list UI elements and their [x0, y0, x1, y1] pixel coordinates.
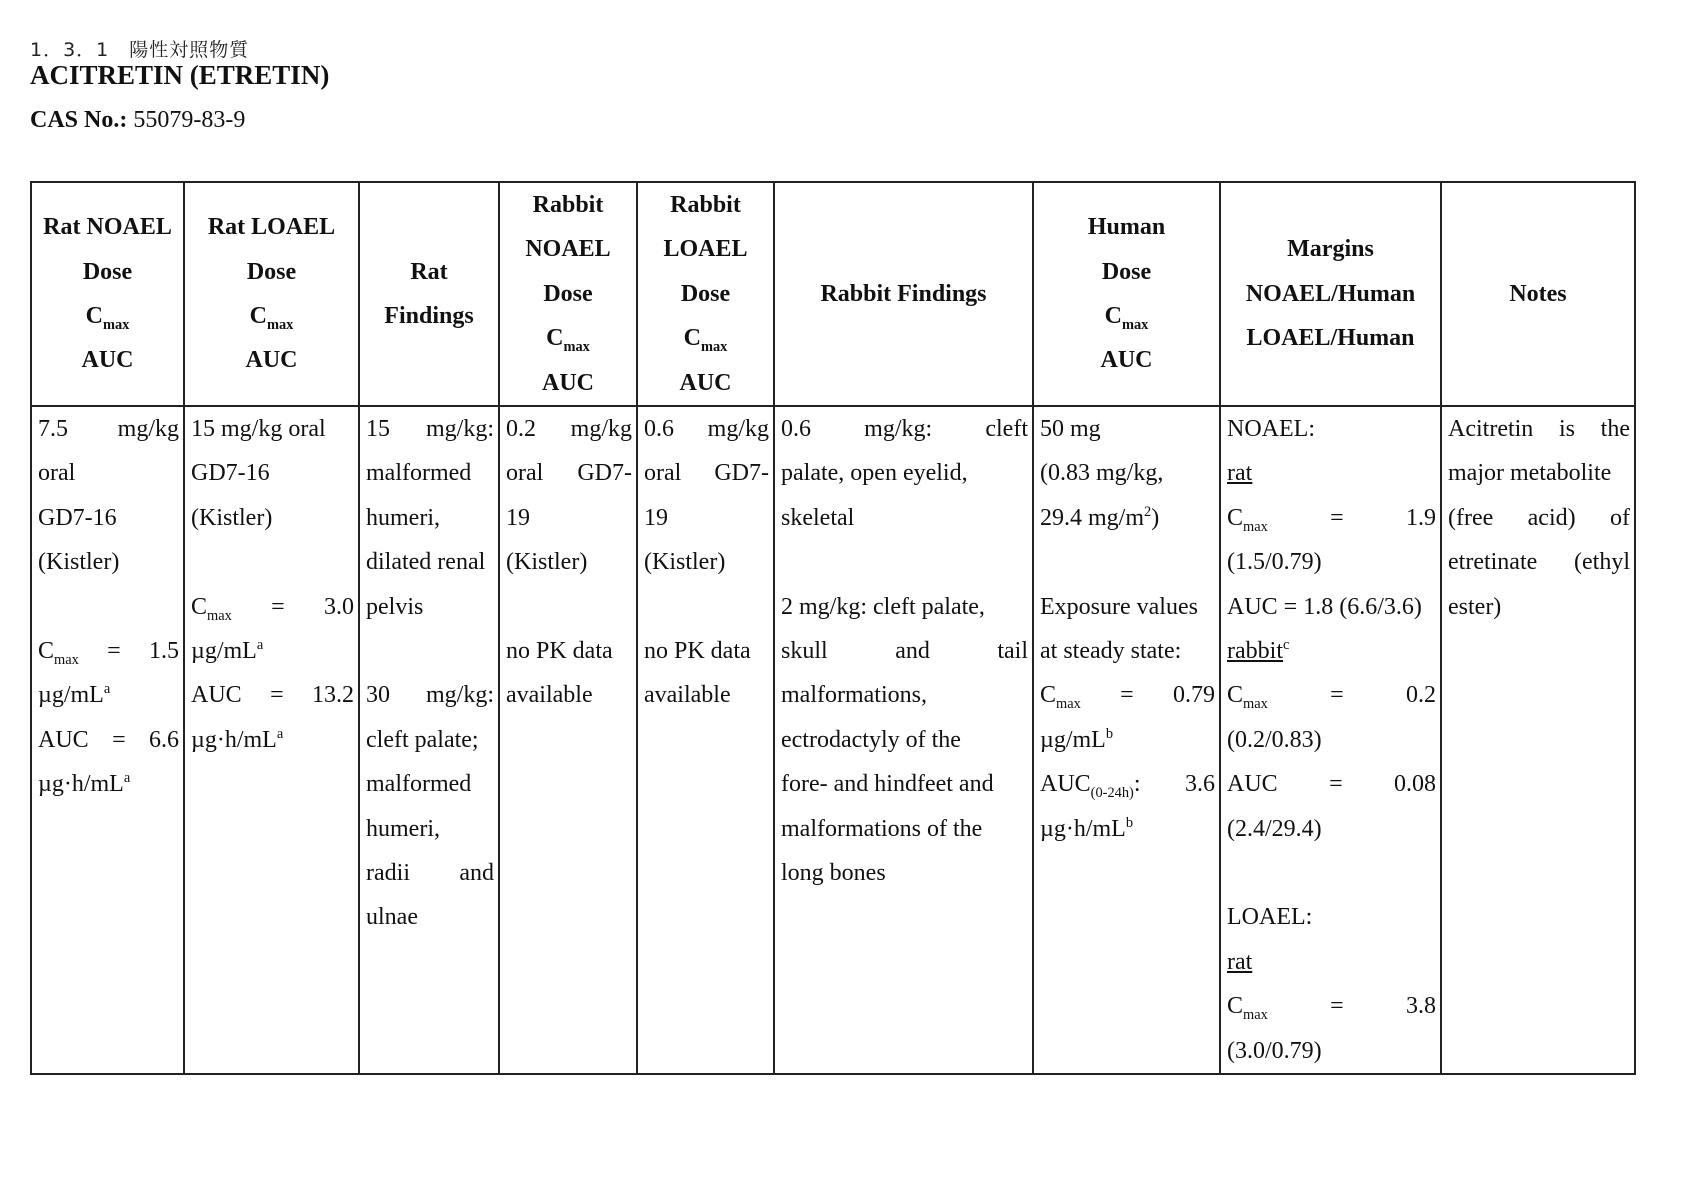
- cell-human: 50 mg (0.83 mg/kg, 29.4 $mg/m^2$) Exposure values at steady state: $C_{max}$ = 0.79 $\mu g/mL^b$ $AUC_{(0-24h)}$: 3.6 $\mu g\cdot h/mL^b$: [1033, 406, 1220, 1074]
- cell-notes: Acitretin is the major metabolite (free acid) of etretinate (ethyl ester): [1441, 406, 1635, 1074]
- page-title: ACITRETIN (ETRETIN): [30, 60, 330, 90]
- col-header-rat-findings: Rat Findings: [359, 182, 499, 406]
- col-header-rabbit-noael: Rabbit NOAEL Dose $C_{max}$ AUC: [499, 182, 637, 406]
- cas-number: [30, 107, 245, 134]
- cell-rabbit-loael: 0.6 mg/kg oral GD7- 19 (Kistler) no PK data available: [637, 406, 774, 1074]
- section-label: 1．3．1 陽性対照物質: [30, 39, 250, 61]
- header-row: [31, 182, 1635, 406]
- cas-value: 55079-83-9: [133, 107, 246, 133]
- cell-rat-findings: 15 mg/kg: malformed humeri, dilated renal pelvis 30 mg/kg: cleft palate; malformed humeri, radii and ulnae: [359, 406, 499, 1074]
- cell-rabbit-findings: 0.6 mg/kg: cleft palate, open eyelid, skeletal 2 mg/kg: cleft palate, skull and tail malformations, ectrodactyly of the fore- and hindfeet and malformations of the long bones: [774, 406, 1033, 1074]
- cas-label: CAS No.:: [30, 107, 128, 133]
- cell-rat-noael: 7.5 mg/kg oral GD7-16 (Kistler) $C_{max}$ = 1.5 $\mu g/mL^a$ AUC = 6.6 $\mu g\cdot h/mL^a$: [31, 406, 184, 1074]
- col-header-notes: Notes: [1441, 182, 1635, 406]
- cell-rat-loael: 15 mg/kg oral GD7-16 (Kistler) $C_{max}$ = 3.0 $\mu g/mL^a$ AUC = 13.2 $\mu g\cdot h/mL^a$: [184, 406, 359, 1074]
- col-header-rabbit-loael: Rabbit LOAEL Dose $C_{max}$ AUC: [637, 182, 774, 406]
- data-table: [30, 181, 1636, 1075]
- cell-margins: NOAEL: rat $C_{max}$ = 1.9 (1.5/0.79) AUC = 1.8 (6.6/3.6) rabbit$^c$ $C_{max}$ = 0.2 (0.2/0.83) AUC = 0.08 (2.4/29.4) LOAEL: rat $C_{max}$ = 3.8 (3.0/0.79): [1220, 406, 1441, 1074]
- table-row: [31, 406, 1635, 1074]
- col-header-rat-noael: Rat NOAEL Dose $C_{max}$ AUC: [31, 182, 184, 406]
- cell-rabbit-noael: 0.2 mg/kg oral GD7- 19 (Kistler) no PK data available: [499, 406, 637, 1074]
- col-header-rat-loael: Rat LOAEL Dose $C_{max}$ AUC: [184, 182, 359, 406]
- col-header-margins: Margins NOAEL/Human LOAEL/Human: [1220, 182, 1441, 406]
- col-header-human: Human Dose $C_{max}$ AUC: [1033, 182, 1220, 406]
- col-header-rabbit-findings: Rabbit Findings: [774, 182, 1033, 406]
